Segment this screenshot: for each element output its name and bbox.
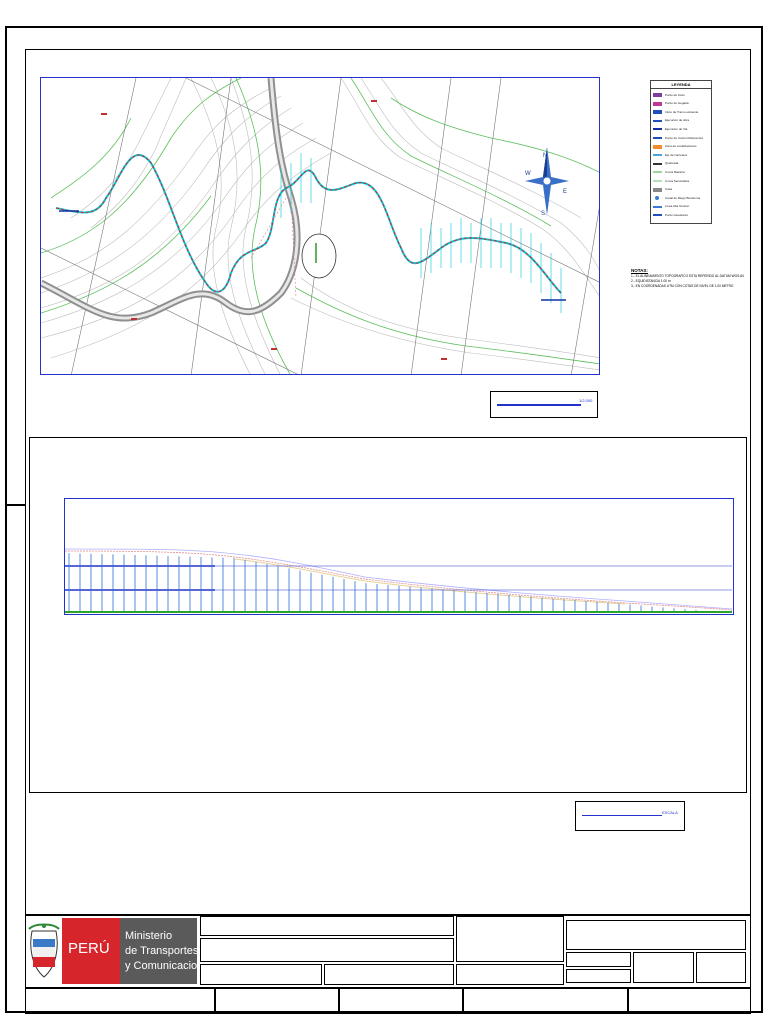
scale-line bbox=[582, 815, 662, 816]
legend-item bbox=[653, 211, 711, 219]
square-icon bbox=[653, 188, 662, 192]
title-cell-sheet-title bbox=[566, 920, 746, 950]
notes-title: NOTAS: bbox=[631, 268, 648, 273]
legend-item-label: Ejecucion de obra bbox=[665, 118, 690, 123]
ministry-line: y Comunicaciones bbox=[125, 960, 215, 972]
legend-item bbox=[653, 91, 711, 99]
legend-item-label: Canal de Riego Bocatoma bbox=[665, 195, 701, 200]
patch-icon bbox=[653, 145, 662, 149]
ministry-brand-block bbox=[120, 918, 215, 984]
legend-item bbox=[653, 117, 711, 125]
curve-icon bbox=[653, 163, 662, 165]
line-icon bbox=[653, 128, 662, 130]
notes-line: 1.- EL ALINEAMIENTO TOPOGRAFICO ESTA REFERIDO AL DATUM WGS-84 bbox=[631, 274, 744, 278]
bottom-divider bbox=[627, 987, 629, 1014]
peru-brand-block bbox=[62, 918, 120, 984]
cross-icon bbox=[653, 214, 662, 216]
legend-item-label: Punto de Inicio bbox=[665, 92, 685, 97]
scale-line bbox=[497, 404, 581, 406]
title-cell-f bbox=[633, 952, 694, 983]
title-cell-e bbox=[566, 969, 631, 983]
plan-view bbox=[40, 77, 600, 375]
legend-item bbox=[653, 168, 711, 176]
brand-country: PERÚ bbox=[68, 940, 110, 957]
plan-drawing bbox=[41, 78, 600, 375]
legend-box bbox=[650, 80, 712, 224]
legend-item bbox=[653, 186, 711, 194]
legend-item-label: Inicio de Tramo existente bbox=[665, 109, 699, 114]
legend-item bbox=[653, 151, 711, 159]
plan-scale-caption: 1/2,000 bbox=[579, 398, 593, 403]
compass-w: W bbox=[525, 171, 531, 177]
profile-chart bbox=[64, 498, 734, 615]
legend-item-label: Eje de Carretera bbox=[665, 152, 688, 157]
legend-item bbox=[653, 160, 711, 168]
compass-s: S bbox=[541, 211, 546, 217]
legend-item bbox=[653, 125, 711, 133]
profile-panel bbox=[29, 437, 747, 793]
bottom-divider bbox=[462, 987, 464, 1014]
title-cell-sheet-number bbox=[696, 952, 746, 983]
square-marker-icon bbox=[653, 110, 662, 114]
compass-e: E bbox=[563, 189, 568, 195]
legend-item-label: Casa bbox=[665, 187, 673, 192]
title-cell-d bbox=[566, 952, 631, 967]
title-cell-a bbox=[200, 964, 322, 985]
plan-scale-box bbox=[490, 391, 598, 418]
ministry-line: de Transportes bbox=[125, 945, 199, 957]
legend-item bbox=[653, 100, 711, 108]
legend-item bbox=[653, 203, 711, 211]
line-icon bbox=[653, 154, 662, 156]
legend-item bbox=[653, 108, 711, 116]
profile-scale-box bbox=[575, 801, 685, 831]
title-cell-description bbox=[200, 938, 454, 962]
dot-icon bbox=[653, 137, 662, 139]
bottom-strip-rule bbox=[25, 987, 751, 989]
title-cell-project bbox=[200, 916, 454, 936]
ministry-line: Ministerio bbox=[125, 930, 173, 942]
title-cell-c bbox=[456, 964, 564, 985]
legend-item-label: Linea Alta Tension bbox=[665, 204, 690, 209]
north-arrow-icon bbox=[523, 145, 571, 217]
circle-icon bbox=[655, 196, 659, 200]
curve-icon bbox=[653, 171, 662, 173]
profile-drawing bbox=[65, 499, 732, 613]
notes-line: 3.- EN COORDENADAS UTM CON COTAS DE NIVEL DE 1.00 METRO bbox=[631, 284, 734, 288]
notes-line: 2.- EQUIDISTANCIA 1.00 m bbox=[631, 279, 671, 283]
legend-item-label: Punto de Control Referencia bbox=[665, 135, 703, 140]
binding-margin-tick bbox=[5, 504, 25, 506]
legend-item-label: Zona de Localizaciones bbox=[665, 144, 697, 149]
ministry-logo bbox=[27, 918, 215, 984]
coat-of-arms-icon bbox=[27, 921, 61, 981]
legend-item bbox=[653, 194, 711, 202]
bottom-divider bbox=[214, 987, 216, 1014]
legend-item-label: Quebrada bbox=[665, 161, 679, 166]
legend-item bbox=[653, 177, 711, 185]
profile-scale-caption: ESCALA bbox=[662, 810, 678, 815]
square-marker-icon bbox=[653, 93, 662, 97]
legend-item-label: Curva Secundaria bbox=[665, 178, 690, 183]
legend-item-label: Punto de Llegada bbox=[665, 101, 689, 106]
square-marker-icon bbox=[653, 102, 662, 106]
line-icon bbox=[653, 206, 662, 208]
title-cell-b bbox=[324, 964, 454, 985]
bar-icon bbox=[653, 120, 662, 122]
legend-item-label: Curva Maestra bbox=[665, 169, 685, 174]
bottom-divider bbox=[338, 987, 340, 1014]
curve-icon bbox=[653, 180, 662, 182]
legend-item-label: Ejecucion de Via bbox=[665, 126, 688, 131]
compass-n: N bbox=[543, 153, 548, 159]
title-cell-client bbox=[456, 916, 564, 962]
legend-item-label: Punto Geodesico bbox=[665, 212, 689, 217]
legend-title: LEYENDA bbox=[671, 82, 691, 87]
legend-item bbox=[653, 143, 711, 151]
legend-item bbox=[653, 134, 711, 142]
